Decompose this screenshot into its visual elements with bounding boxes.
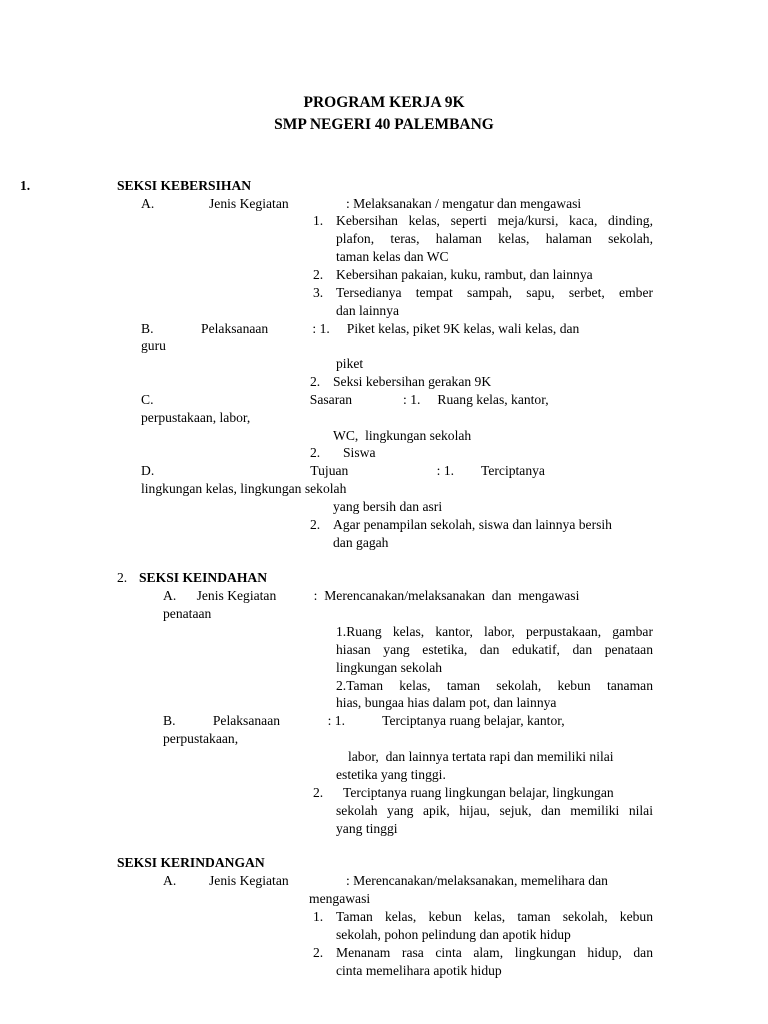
sec1-b-line3: piket bbox=[336, 356, 364, 371]
sec1-d-line3: yang bersih dan asri bbox=[333, 499, 443, 514]
sec1-a-value: : Melaksanakan / mengatur dan mengawasi bbox=[346, 196, 582, 211]
sec1-d-item2-line1: Agar penampilan sekolah, siswa dan lainnya bersih bbox=[333, 517, 612, 532]
sec1-a-item3-line1: Tersedianya tempat sampah, sapu, serbet, ember bbox=[336, 285, 653, 300]
section-1-heading: SEKSI KEBERSIHAN bbox=[117, 178, 252, 193]
sec1-a-letter: A. bbox=[141, 196, 155, 211]
document-title: PROGRAM KERJA 9K bbox=[303, 94, 465, 111]
sec1-a-item2-num: 2. bbox=[313, 267, 324, 282]
sec1-a-label: Jenis Kegiatan bbox=[209, 196, 289, 211]
sec3-a-value: : Merencanakan/melaksanakan, memelihara dan bbox=[346, 873, 608, 888]
sec2-a-p1-line3: lingkungan sekolah bbox=[336, 660, 443, 675]
sec1-a-item1-line1: Kebersihan kelas, seperti meja/kursi, kaca, dinding, bbox=[336, 213, 653, 228]
sec1-c-line3: WC, lingkungan sekolah bbox=[333, 428, 472, 443]
section-2-heading: SEKSI KEINDAHAN bbox=[139, 570, 268, 585]
sec3-a-letter: A. bbox=[163, 873, 177, 888]
document-subtitle: SMP NEGERI 40 PALEMBANG bbox=[274, 116, 494, 133]
sec3-a-item1-line2: sekolah, pohon pelindung dan apotik hidup bbox=[336, 927, 571, 942]
sec2-b-item2-line3: yang tinggi bbox=[336, 821, 398, 836]
sec1-a-item2-line1: Kebersihan pakaian, kuku, rambut, dan lainnya bbox=[336, 267, 593, 282]
sec2-a-p1-line2: hiasan yang estetika, dan edukatif, dan penataan bbox=[336, 642, 653, 657]
sec1-a-item3-num: 3. bbox=[313, 285, 324, 300]
sec1-b-item2-num: 2. bbox=[310, 374, 321, 389]
sec1-b-line2: guru bbox=[141, 338, 166, 353]
sec1-b-line1: B. Pelaksanaan : 1. Piket kelas, piket 9K kelas, wali kelas, dan bbox=[141, 321, 580, 336]
sec3-a-item1-num: 1. bbox=[313, 909, 324, 924]
sec2-b-line3: labor, dan lainnya tertata rapi dan memiliki nilai bbox=[348, 749, 614, 764]
sec1-a-item1-num: 1. bbox=[313, 213, 324, 228]
sec2-a-p2-line1: 2.Taman kelas, taman sekolah, kebun tanaman bbox=[336, 678, 653, 693]
sec1-d-line2: lingkungan kelas, lingkungan sekolah bbox=[141, 481, 347, 496]
sec2-b-line4: estetika yang tinggi. bbox=[336, 767, 446, 782]
sec3-a-label: Jenis Kegiatan bbox=[209, 873, 289, 888]
sec3-a-item2-num: 2. bbox=[313, 945, 324, 960]
sec1-b-item2: Seksi kebersihan gerakan 9K bbox=[333, 374, 492, 389]
section-2-number: 2. bbox=[117, 570, 128, 585]
sec1-c-item2-num: 2. bbox=[310, 445, 321, 460]
sec1-c-item2: Siswa bbox=[343, 445, 376, 460]
sec2-a-p2-line2: hias, bungaa hias dalam pot, dan lainnya bbox=[336, 695, 557, 710]
sec1-d-item2-num: 2. bbox=[310, 517, 321, 532]
sec1-d-item2-line2: dan gagah bbox=[333, 535, 389, 550]
sec2-a-line1: A. Jenis Kegiatan : Merencanakan/melaksanakan dan mengawasi bbox=[163, 588, 580, 603]
sec3-a-item1-line1: Taman kelas, kebun kelas, taman sekolah, kebun bbox=[336, 909, 653, 924]
sec2-b-item2-line2: sekolah yang apik, hijau, sejuk, dan memiliki nilai bbox=[336, 803, 653, 818]
sec2-b-line2: perpustakaan, bbox=[163, 731, 239, 746]
sec2-b-line1: B. Pelaksanaan : 1. Terciptanya ruang belajar, kantor, bbox=[163, 713, 565, 728]
sec3-a-item2-line2: cinta memelihara apotik hidup bbox=[336, 963, 502, 978]
sec1-c-line2: perpustakaan, labor, bbox=[141, 410, 251, 425]
sec1-a-item3-line2: dan lainnya bbox=[336, 303, 400, 318]
sec2-a-line2: penataan bbox=[163, 606, 212, 621]
sec1-d-line1: D. Tujuan : 1. Terciptanya bbox=[141, 463, 545, 478]
sec1-c-line1: C. Sasaran : 1. Ruang kelas, kantor, bbox=[141, 392, 549, 407]
sec2-b-item2-num: 2. bbox=[313, 785, 324, 800]
sec1-a-item1-line3: taman kelas dan WC bbox=[336, 249, 449, 264]
sec1-a-item1-line2: plafon, teras, halaman kelas, halaman sekolah, bbox=[336, 231, 653, 246]
section-1-number: 1. bbox=[20, 178, 31, 193]
sec3-a-line2: mengawasi bbox=[309, 891, 371, 906]
sec3-a-item2-line1: Menanam rasa cinta alam, lingkungan hidup, dan bbox=[336, 945, 653, 960]
sec2-b-item2-line1: Terciptanya ruang lingkungan belajar, lingkungan bbox=[343, 785, 614, 800]
section-3-heading: SEKSI KERINDANGAN bbox=[117, 855, 265, 870]
sec2-a-p1-line1: 1.Ruang kelas, kantor, labor, perpustakaan, gambar bbox=[336, 624, 653, 639]
